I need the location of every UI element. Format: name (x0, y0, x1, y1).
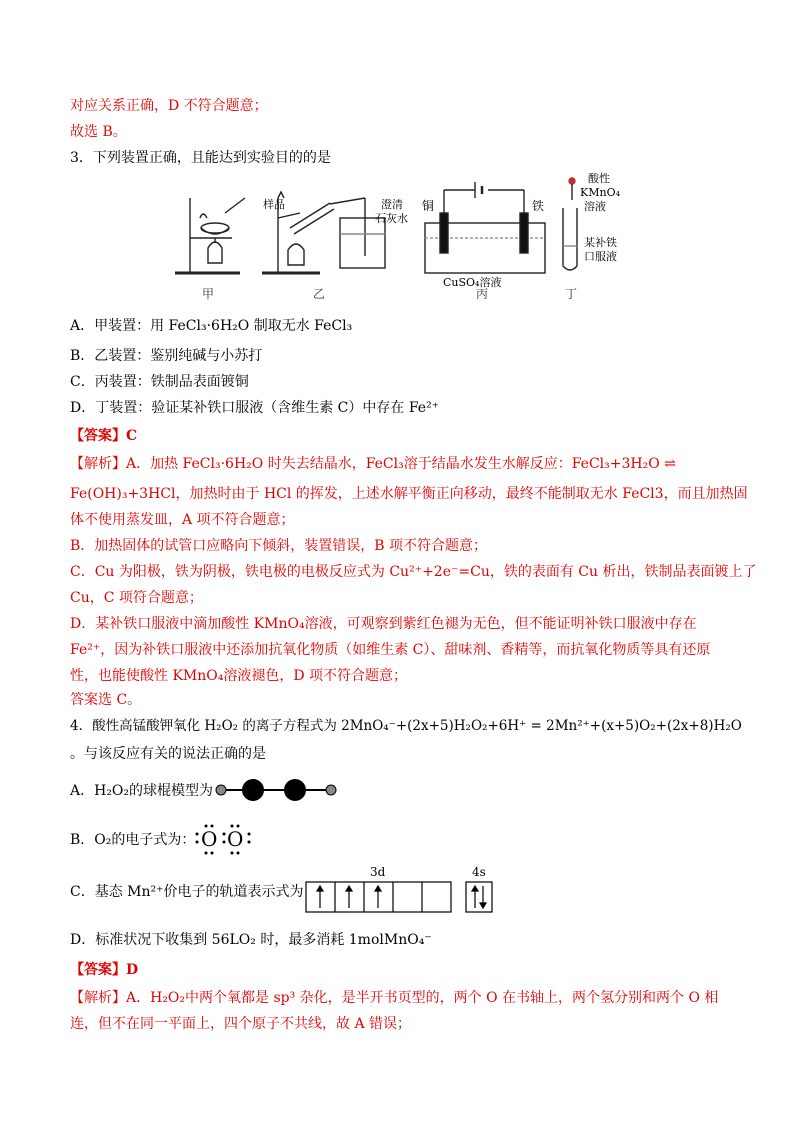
question-4-stem-2: 。与该反应有关的说法正确的是 (70, 746, 266, 762)
q3-analysis-6: Cu，C 项符合题意； (70, 590, 203, 606)
q4-option-c (70, 866, 504, 916)
q3-option-b: B．乙装置：鉴别纯碱与小苏打 (70, 348, 263, 364)
label-iron-tonic-2: 口服液 (584, 250, 617, 263)
question-4-stem: 4．酸性高锰酸钾氧化 H₂O₂ 的离子方程式为 2MnO₄⁻+(2x+5)H₂O₂+6H⁺ = 2Mn²⁺+(x+5)O₂+(2x+8)H₂O (70, 718, 742, 734)
q3-analysis-1: 【解析】A．加热 FeCl₃·6H₂O 时失去结晶水，FeCl₃溶于结晶水发生水解反应：FeCl₃+3H₂O ⇌ (70, 456, 676, 472)
oxygen-symbol-2: O (227, 827, 244, 851)
apparatus-bing (425, 182, 545, 273)
prev-analysis-line-1: 对应关系正确，D 不符合题意； (70, 98, 268, 114)
label-3d: 3d (369, 866, 385, 879)
q3-analysis-4: B．加热固体的试管口应略向下倾斜，装置错误，B 项不符合题意； (70, 538, 488, 554)
caption-bing: 丙 (476, 287, 489, 301)
q3-analysis-8: Fe²⁺，因为补铁口服液中还添加抗氧化物质（如维生素 C）、甜味剂、香精等，而抗氧化物质等具有还原 (70, 642, 711, 658)
prev-analysis-line-2: 故选 B。 (70, 124, 127, 140)
label-solution: 溶液 (584, 200, 606, 213)
label-limewater-1: 澄清 (381, 198, 403, 211)
question-3-stem: 3．下列装置正确，且能达到实验目的的是 (70, 150, 331, 166)
q4-option-a-text: A．H₂O₂的球棍模型为 (70, 783, 214, 799)
oxygen-symbol-1: O (201, 827, 218, 851)
q3-option-c: C．丙装置：铁制品表面镀铜 (70, 374, 249, 390)
label-4s: 4s (471, 866, 486, 879)
q3-analysis-2: Fe(OH)₃+3HCl，加热时由于 HCl 的挥发，上述水解平衡正向移动，最终不能制取无水 FeCl3，而且加热固 (70, 486, 748, 502)
q3-analysis-9: 性，也能使酸性 KMnO₄溶液褪色，D 项不符合题意； (70, 668, 408, 684)
caption-yi: 乙 (313, 287, 326, 301)
q4-analysis-2: 连，但不在同一平面上，四个原子不共线，故 A 错误； (70, 1016, 412, 1032)
q3-answer: 【答案】C (70, 428, 138, 444)
label-sample: 样品 (263, 198, 285, 211)
q4-option-d: D．标准状况下收集到 56LO₂ 时，最多消耗 1molMnO₄⁻ (70, 932, 432, 948)
q4-analysis-1: 【解析】A．H₂O₂中两个氧都是 sp³ 杂化，是半开书页型的，两个 O 在书轴上，两个氢分别和两个 O 相 (70, 990, 719, 1006)
q4-option-b (70, 822, 255, 856)
q3-option-d: D．丁装置：验证某补铁口服液（含维生素 C）中存在 Fe²⁺ (70, 400, 440, 416)
orbital-diagram-icon (304, 866, 504, 916)
electron-dot-formula-icon (195, 822, 255, 856)
q4-option-b-text: B．O₂的电子式为： (70, 832, 196, 848)
caption-jia: 甲 (202, 287, 215, 301)
label-kmno4: KMnO₄ (580, 186, 620, 199)
ball-stick-model-icon (213, 778, 343, 802)
q3-analysis-10: 答案选 C。 (70, 692, 142, 708)
label-cuso4: CuSO₄溶液 (443, 276, 502, 289)
label-copper: 铜 (422, 199, 435, 213)
label-iron: 铁 (532, 199, 545, 213)
q3-analysis-3: 体不使用蒸发皿，A 项不符合题意； (70, 512, 295, 528)
q4-option-c-text: C．基态 Mn²⁺价电子的轨道表示式为 (70, 884, 304, 900)
q3-analysis-5: C．Cu 为阳极，铁为阴极，铁电极的电极反应式为 Cu²⁺+2e⁻=Cu，铁的表面有 Cu 析出，铁制品表面镀上了 (70, 564, 757, 580)
q3-analysis-7: D．某补铁口服液中滴加酸性 KMnO₄溶液，可观察到紫红色褪为无色，但不能证明补铁口服液中存在 (70, 616, 697, 632)
apparatus-figure (170, 168, 630, 308)
q3-option-a: A．甲装置：用 FeCl₃·6H₂O 制取无水 FeCl₃ (70, 318, 353, 334)
q4-option-a (70, 778, 343, 802)
label-iron-tonic-1: 某补铁 (584, 236, 617, 249)
q4-answer: 【答案】D (70, 962, 139, 978)
apparatus-ding (563, 178, 577, 270)
caption-ding: 丁 (565, 287, 578, 301)
apparatus-jia (175, 198, 245, 273)
label-limewater-2: 石灰水 (375, 212, 408, 225)
label-acidic: 酸性 (588, 172, 610, 185)
